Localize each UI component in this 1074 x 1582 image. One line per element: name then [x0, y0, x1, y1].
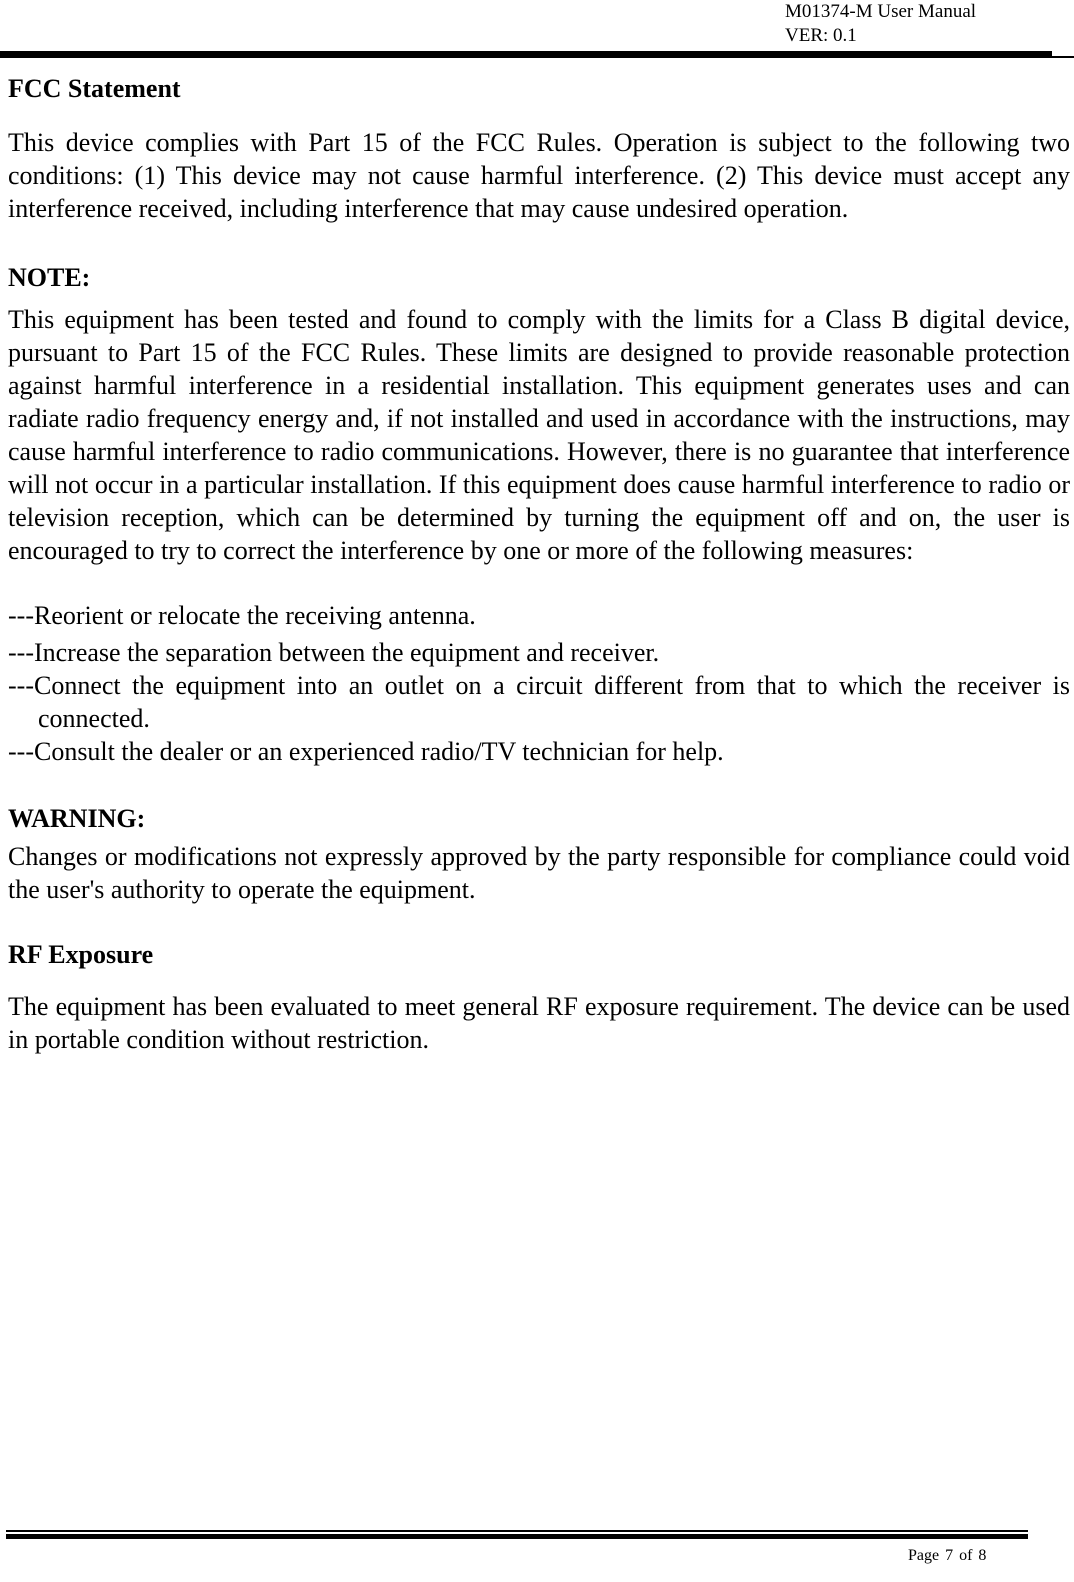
- rf-exposure-body: The equipment has been evaluated to meet general RF exposure requirement. The device can be used in portable condition without restriction.: [8, 992, 1070, 1054]
- footer-divider-thick: [6, 1534, 1028, 1539]
- measure-item-consult: ---Consult the dealer or an experienced radio/TV technician for help.: [8, 737, 724, 766]
- header-divider: [0, 51, 1052, 58]
- fcc-statement-heading: FCC Statement: [8, 74, 181, 103]
- header-divider-tail: [1052, 56, 1074, 58]
- measures-list: [8, 599, 1070, 768]
- measure-item-separation: ---Increase the separation between the equipment and receiver.: [8, 638, 660, 667]
- document-version: VER: 0.1: [785, 25, 857, 46]
- warning-body: Changes or modifications not expressly approved by the party responsible for compliance could void the user's authority to operate the equipment.: [8, 842, 1070, 904]
- footer-divider-thin: [6, 1530, 1028, 1532]
- note-heading: NOTE:: [8, 263, 91, 292]
- page-number: Page 7 of 8: [908, 1547, 987, 1564]
- rf-exposure-heading: RF Exposure: [8, 940, 154, 969]
- page-header: [785, 0, 976, 48]
- warning-heading: WARNING:: [8, 804, 146, 833]
- fcc-statement-body: This device complies with Part 15 of the FCC Rules. Operation is subject to the following two conditions: (1) This device may not cause harmful interference. (2) This device must accept any interference received, including interference that may cause undesired operation.: [8, 128, 1070, 223]
- page-content: [8, 72, 1070, 1056]
- measure-item-outlet: ---Connect the equipment into an outlet on a circuit different from that to which the receiver is connected.: [8, 671, 1070, 733]
- note-body: This equipment has been tested and found to comply with the limits for a Class B digital device, pursuant to Part 15 of the FCC Rules. These limits are designed to provide reasonable protection against harmful interference in a residential installation. This equipment generates uses and can radiate radio frequency energy and, if not installed and used in accordance with the instructions, may cause harmful interference to radio communications. However, there is no guarantee that interference will not occur in a particular installation. If this equipment does cause harmful interference to radio or television reception, which can be determined by turning the equipment off and on, the user is encouraged to try to correct the interference by one or more of the following measures:: [8, 305, 1070, 565]
- measure-item-reorient: ---Reorient or relocate the receiving antenna.: [8, 601, 476, 630]
- document-title: M01374-M User Manual: [785, 1, 977, 22]
